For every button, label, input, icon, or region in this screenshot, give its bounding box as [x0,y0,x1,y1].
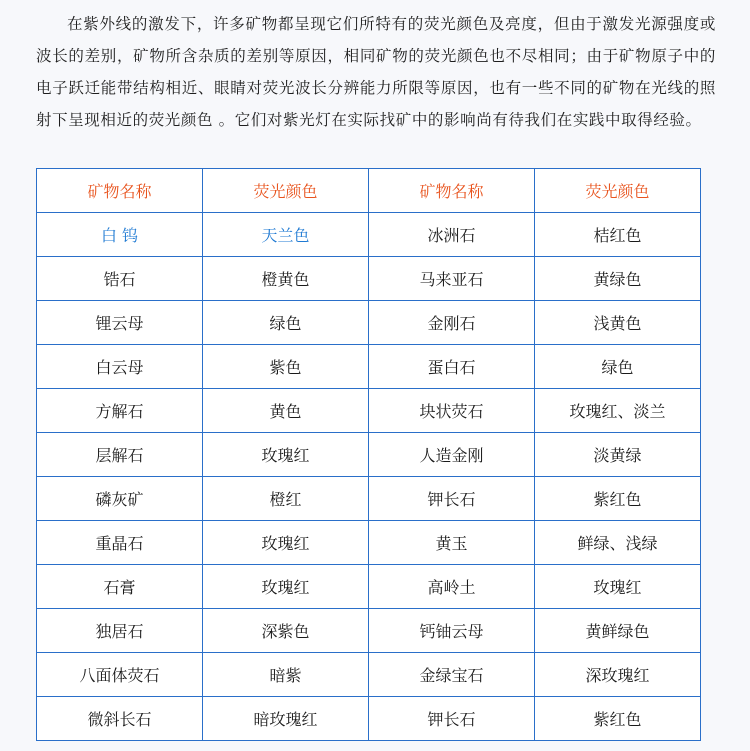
header-mineral-name-2: 矿物名称 [369,169,535,213]
fluorescence-color-cell: 黄色 [203,389,369,433]
fluorescence-color-cell: 玫瑰红 [203,433,369,477]
fluorescence-color-cell: 玫瑰红 [203,565,369,609]
fluorescence-color-cell: 黄绿色 [535,257,701,301]
table-row [37,389,701,433]
intro-text: 在紫外线的激发下，许多矿物都呈现它们所特有的荧光颜色及亮度，但由于激发光源强度或波长的差别，矿物所含杂质的差别等原因，相同矿物的荧光颜色也不尽相同；由于矿物原子中的电子跃迁能带结构相近、眼睛对荧光波长分辨能力所限等原因，也有一些不同的矿物在光线的照射下呈现相近的荧光颜色 。它们对紫光灯在实际找矿中的影响尚有待我们在实践中取得经验。 [36,15,716,129]
table-row [37,477,701,521]
table-row [37,345,701,389]
table-row [37,521,701,565]
fluorescence-color-cell: 橙红 [203,477,369,521]
mineral-name-cell: 蛋白石 [369,345,535,389]
mineral-name-cell: 八面体荧石 [37,653,203,697]
fluorescence-color-cell: 暗紫 [203,653,369,697]
fluorescence-color-cell: 淡黄绿 [535,433,701,477]
mineral-name-cell: 钾长石 [369,697,535,741]
table-row [37,653,701,697]
mineral-name-cell: 钙铀云母 [369,609,535,653]
fluorescence-color-cell: 紫色 [203,345,369,389]
mineral-name-cell: 高岭土 [369,565,535,609]
fluorescence-color-cell: 玫瑰红 [203,521,369,565]
fluorescence-color-cell: 暗玫瑰红 [203,697,369,741]
table-row [37,565,701,609]
mineral-name-cell: 方解石 [37,389,203,433]
mineral-name-cell: 黄玉 [369,521,535,565]
fluorescence-color-cell: 橙黄色 [203,257,369,301]
table-row [37,697,701,741]
mineral-name-cell: 锆石 [37,257,203,301]
mineral-name-cell: 马来亚石 [369,257,535,301]
fluorescence-color-cell: 桔红色 [535,213,701,257]
header-fluorescence-color-1: 荧光颜色 [203,169,369,213]
header-fluorescence-color-2: 荧光颜色 [535,169,701,213]
mineral-name-cell: 块状荧石 [369,389,535,433]
mineral-name-cell: 重晶石 [37,521,203,565]
fluorescence-color-cell: 绿色 [535,345,701,389]
fluorescence-color-cell: 黄鲜绿色 [535,609,701,653]
table-row [37,257,701,301]
mineral-name-cell: 层解石 [37,433,203,477]
fluorescence-color-cell: 紫红色 [535,477,701,521]
table-header-row [37,169,701,213]
header-mineral-name-1: 矿物名称 [37,169,203,213]
mineral-name-cell: 微斜长石 [37,697,203,741]
table-body [37,213,701,741]
table-row [37,609,701,653]
mineral-name-cell: 钾长石 [369,477,535,521]
table-row [37,433,701,477]
mineral-fluorescence-table [36,168,701,741]
mineral-name-cell: 金绿宝石 [369,653,535,697]
intro-paragraph [36,8,716,136]
mineral-name-cell: 金刚石 [369,301,535,345]
fluorescence-color-cell: 天兰色 [203,213,369,257]
mineral-name-cell: 白 钨 [37,213,203,257]
fluorescence-color-cell: 鲜绿、浅绿 [535,521,701,565]
mineral-name-cell: 锂云母 [37,301,203,345]
mineral-name-cell: 磷灰矿 [37,477,203,521]
table-row [37,213,701,257]
fluorescence-color-cell: 绿色 [203,301,369,345]
mineral-name-cell: 白云母 [37,345,203,389]
mineral-name-cell: 独居石 [37,609,203,653]
fluorescence-color-cell: 玫瑰红 [535,565,701,609]
mineral-name-cell: 冰洲石 [369,213,535,257]
table-row [37,301,701,345]
fluorescence-color-cell: 浅黄色 [535,301,701,345]
fluorescence-color-cell: 玫瑰红、淡兰 [535,389,701,433]
fluorescence-color-cell: 紫红色 [535,697,701,741]
fluorescence-color-cell: 深紫色 [203,609,369,653]
mineral-name-cell: 人造金刚 [369,433,535,477]
fluorescence-color-cell: 深玫瑰红 [535,653,701,697]
mineral-name-cell: 石膏 [37,565,203,609]
